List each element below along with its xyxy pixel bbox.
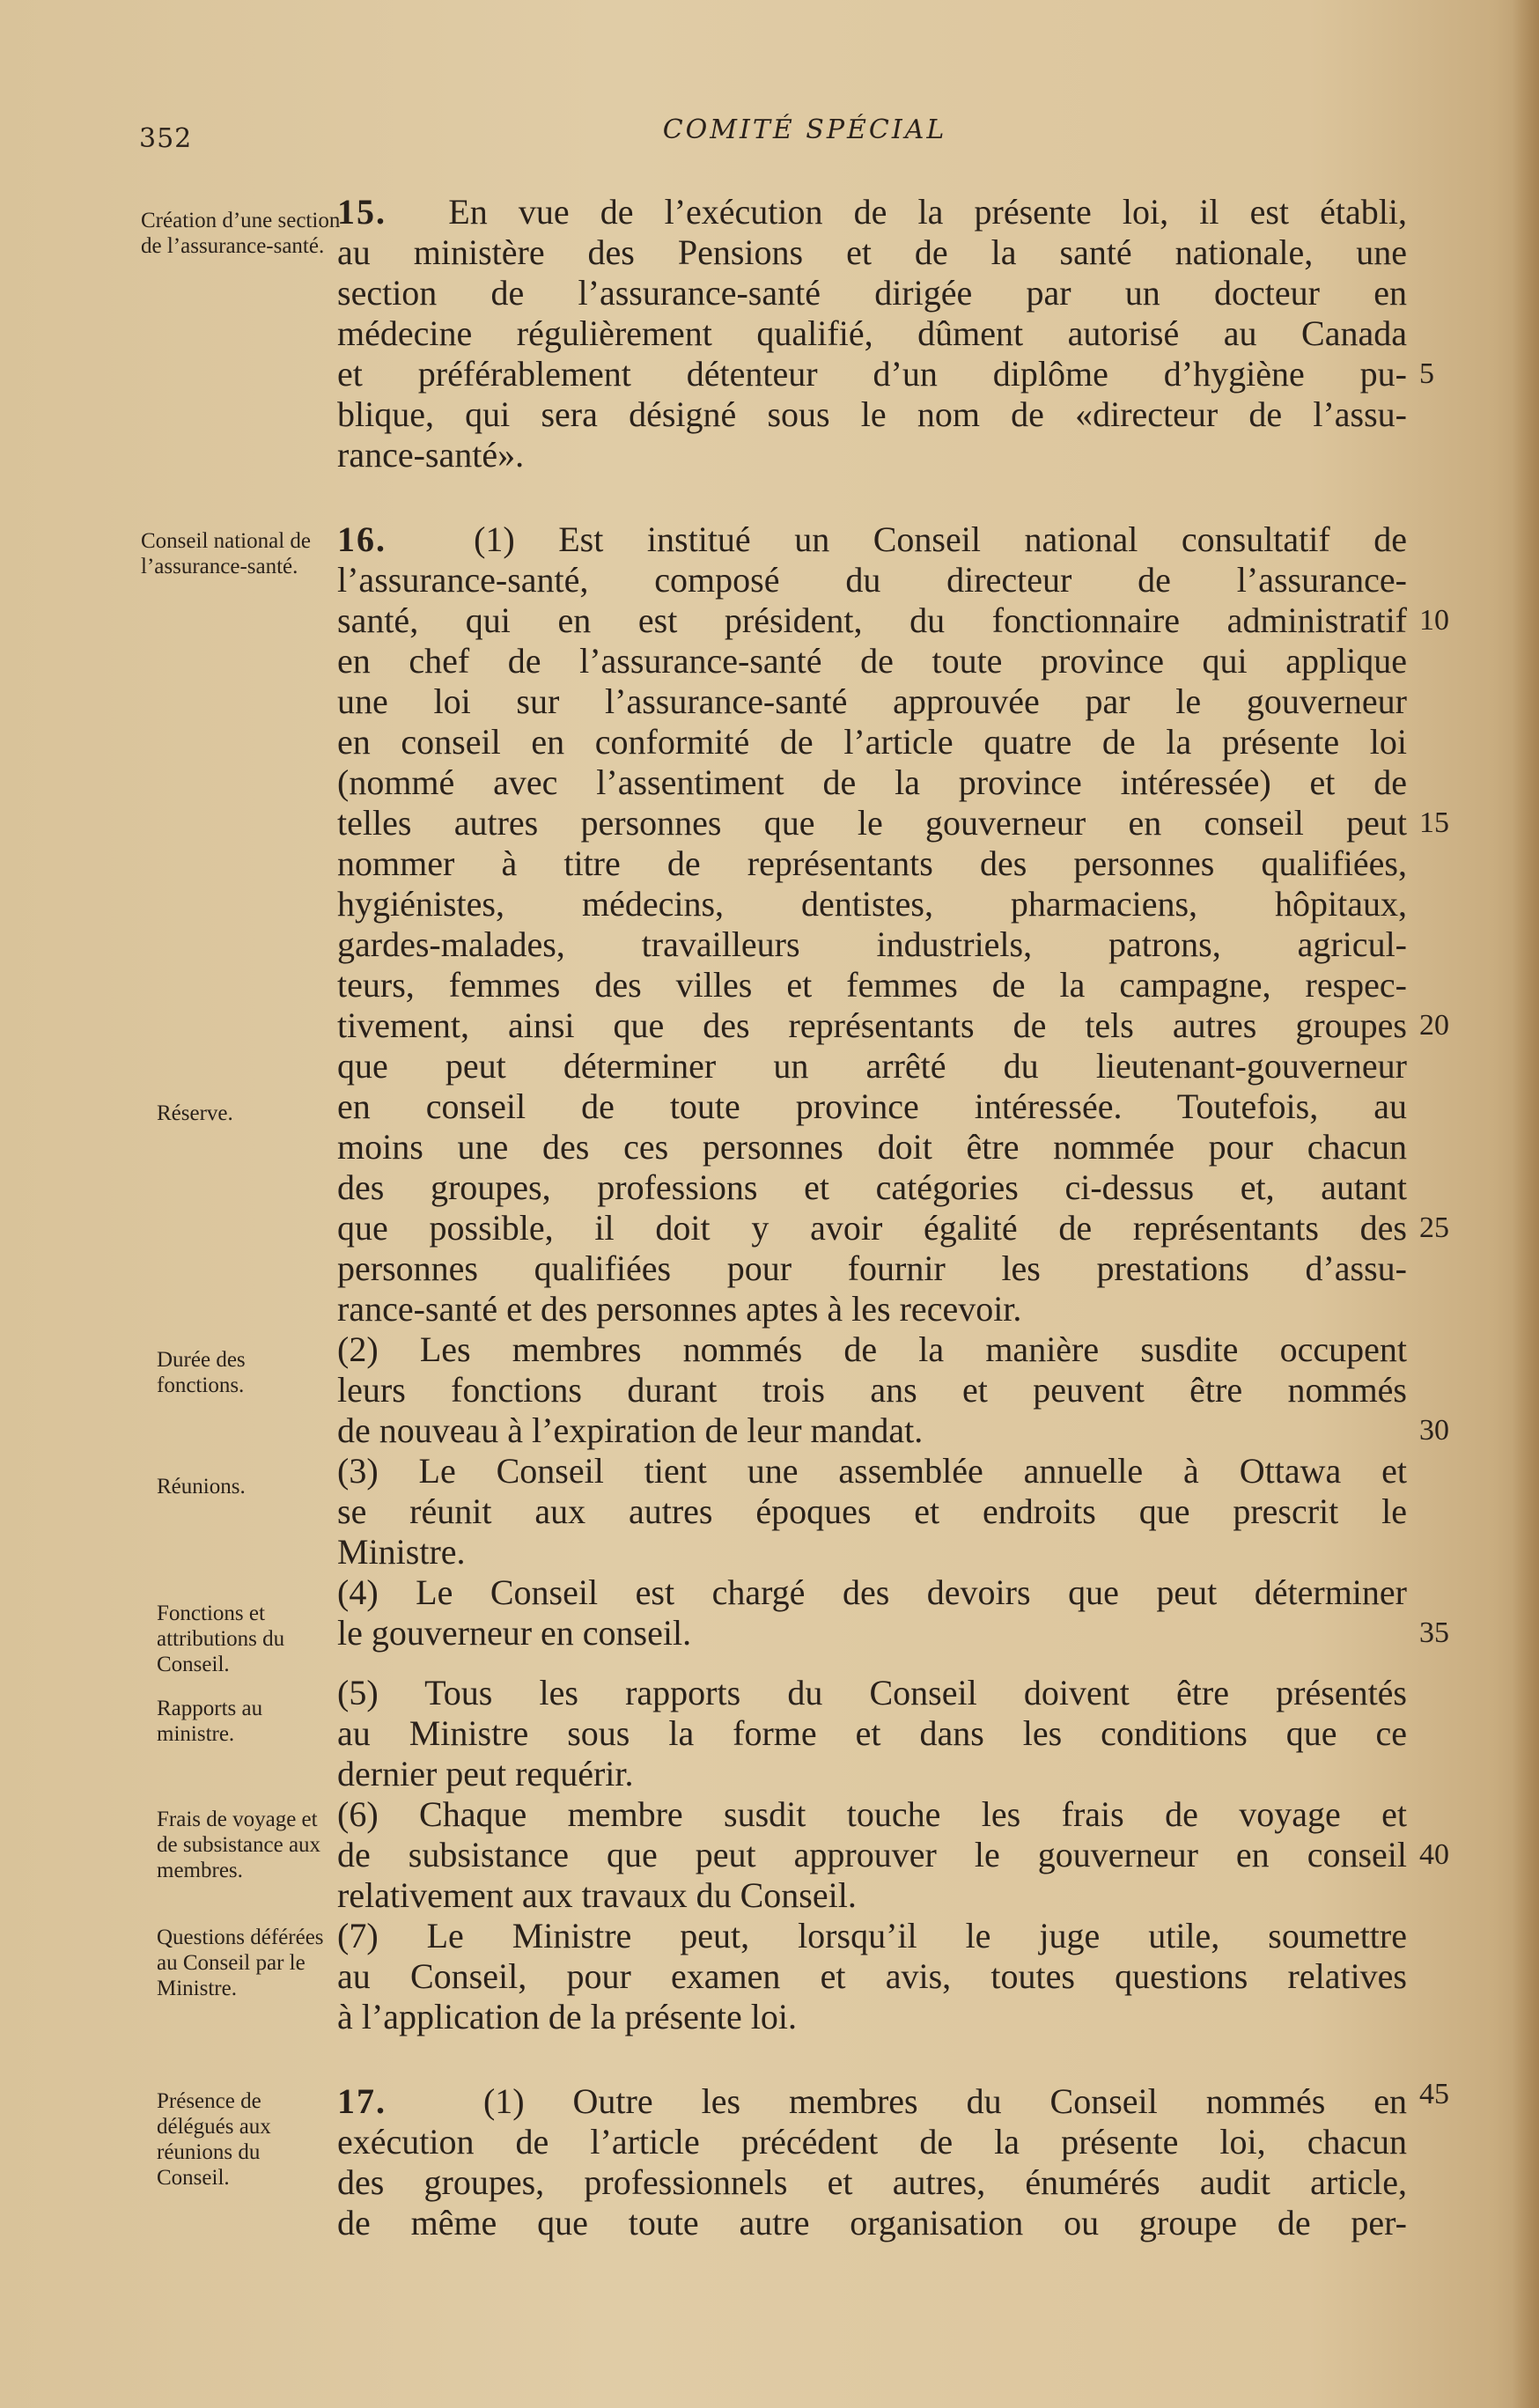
- sidenote-creation-section: Création d’une section de l’assurance-santé.: [141, 209, 341, 258]
- text-line: (nommé avec l’assentiment de la province intéressée) et de: [337, 762, 1407, 802]
- text-line: le gouverneur en conseil.: [337, 1613, 692, 1653]
- text-line: une loi sur l’assurance-santé approuvée par le gouverneur: [337, 681, 1407, 721]
- sidenote-conseil-national: Conseil national de l’assurance-santé.: [141, 529, 312, 578]
- section-number: 17.: [337, 2081, 387, 2121]
- text-line: santé, qui en est président, du fonctionnaire administratif: [337, 600, 1407, 640]
- text-line: en chef de l’assurance-santé de toute province qui applique: [337, 641, 1407, 681]
- text-line: à l’application de la présente loi.: [337, 1997, 798, 2036]
- line-number: 10: [1419, 604, 1449, 637]
- text-line: l’assurance-santé, composé du directeur de l’assurance-: [337, 560, 1407, 600]
- text-line: 15. En vue de l’exécution de la présente loi, il est établi,: [337, 192, 1408, 232]
- text-line: gardes-malades, travailleurs industriels, patrons, agricul-: [337, 924, 1407, 964]
- sidenote-fonctions-attributions: Fonctions et attributions du Conseil.: [157, 1602, 285, 1676]
- line-number: 20: [1419, 1009, 1449, 1042]
- text-line: rance-santé et des personnes aptes à les recevoir.: [337, 1289, 1022, 1329]
- text-line: des groupes, professions et catégories ci-dessus et, autant: [337, 1167, 1407, 1207]
- line-number: 5: [1419, 357, 1434, 390]
- sidenote-questions-deferees: Questions déférées au Conseil par le Ministre.: [157, 1926, 324, 2000]
- text-line: leurs fonctions durant trois ans et peuvent être nommés: [337, 1370, 1407, 1410]
- section-number: 15.: [337, 192, 387, 232]
- line-number: 40: [1419, 1838, 1449, 1871]
- text-line: médecine régulièrement qualifié, dûment autorisé au Canada: [337, 313, 1407, 353]
- text-line: teurs, femmes des villes et femmes de la campagne, respec-: [337, 965, 1407, 1005]
- running-head: COMITÉ SPÉCIAL: [662, 114, 947, 145]
- text-line: dernier peut requérir.: [337, 1754, 634, 1793]
- text-line: de nouveau à l’expiration de leur mandat.: [337, 1410, 924, 1450]
- text-line: rance-santé».: [337, 435, 525, 475]
- text-line: de subsistance que peut approuver le gouverneur en conseil: [337, 1835, 1407, 1874]
- sidenote-reserve: Réserve.: [157, 1101, 233, 1125]
- page-number: 352: [139, 123, 193, 154]
- text-line: (3) Le Conseil tient une assemblée annuelle à Ottawa et: [337, 1451, 1407, 1491]
- text-line: blique, qui sera désigné sous le nom de «directeur de l’assu-: [337, 394, 1407, 434]
- section-number: 16.: [337, 519, 387, 559]
- text-line: tivement, ainsi que des représentants de tels autres groupes: [337, 1005, 1407, 1045]
- text-line: (4) Le Conseil est chargé des devoirs que peut déterminer: [337, 1572, 1407, 1612]
- text-line: Ministre.: [337, 1532, 466, 1572]
- text-line: (6) Chaque membre susdit touche les frais de voyage et: [337, 1794, 1407, 1834]
- text-line: relativement aux travaux du Conseil.: [337, 1875, 857, 1915]
- text-line: telles autres personnes que le gouverneur en conseil peut: [337, 803, 1407, 843]
- page-edge-shadow: [1513, 0, 1539, 2408]
- text-line: (7) Le Ministre peut, lorsqu’il le juge utile, soumettre: [337, 1916, 1407, 1955]
- text-line: et préférablement détenteur d’un diplôme d’hygiène pu-: [337, 354, 1407, 394]
- text-line: (2) Les membres nommés de la manière susdite occupent: [337, 1329, 1407, 1369]
- text-line: (5) Tous les rapports du Conseil doivent être présentés: [337, 1673, 1407, 1712]
- sidenote-frais-voyage: Frais de voyage et de subsistance aux membres.: [157, 1808, 321, 1882]
- line-number: 25: [1419, 1211, 1449, 1244]
- text-line: section de l’assurance-santé dirigée par un docteur en: [337, 273, 1407, 313]
- text-line: en conseil en conformité de l’article quatre de la présente loi: [337, 722, 1407, 762]
- text-line: que peut déterminer un arrêté du lieutenant-gouverneur: [337, 1046, 1407, 1086]
- text-line: hygiénistes, médecins, dentistes, pharmaciens, hôpitaux,: [337, 884, 1407, 924]
- text-line: que possible, il doit y avoir égalité de représentants des: [337, 1208, 1407, 1248]
- line-number: 45: [1419, 2078, 1449, 2110]
- sidenote-presence-delegues: Présence de délégués aux réunions du Conseil.: [157, 2089, 271, 2190]
- line-number: 35: [1419, 1616, 1449, 1649]
- text-line: de même que toute autre organisation ou groupe de per-: [337, 2203, 1407, 2242]
- text-line: au Conseil, pour examen et avis, toutes questions relatives: [337, 1956, 1407, 1996]
- line-number: 15: [1419, 806, 1449, 839]
- text-line: nommer à titre de représentants des personnes qualifiées,: [337, 843, 1407, 883]
- sidenote-reunions: Réunions.: [157, 1475, 246, 1499]
- text-line: au ministère des Pensions et de la santé nationale, une: [337, 232, 1407, 272]
- sidenote-rapports-ministre: Rapports au ministre.: [157, 1697, 263, 1746]
- text-line: personnes qualifiées pour fournir les prestations d’assu-: [337, 1248, 1407, 1288]
- text-line: se réunit aux autres époques et endroits que prescrit le: [337, 1491, 1407, 1531]
- text-line: 17. (1) Outre les membres du Conseil nommés en: [337, 2081, 1408, 2121]
- sidenote-duree-fonctions: Durée des fonctions.: [157, 1348, 246, 1397]
- text-line: exécution de l’article précédent de la présente loi, chacun: [337, 2122, 1407, 2161]
- line-number: 30: [1419, 1414, 1449, 1447]
- text-line: moins une des ces personnes doit être nommée pour chacun: [337, 1127, 1407, 1167]
- text-line: 16. (1) Est institué un Conseil national consultatif de: [337, 519, 1408, 559]
- text-line: au Ministre sous la forme et dans les conditions que ce: [337, 1713, 1407, 1753]
- text-line: des groupes, professionnels et autres, énumérés audit article,: [337, 2162, 1407, 2202]
- text-line: en conseil de toute province intéressée. Toutefois, au: [337, 1086, 1407, 1126]
